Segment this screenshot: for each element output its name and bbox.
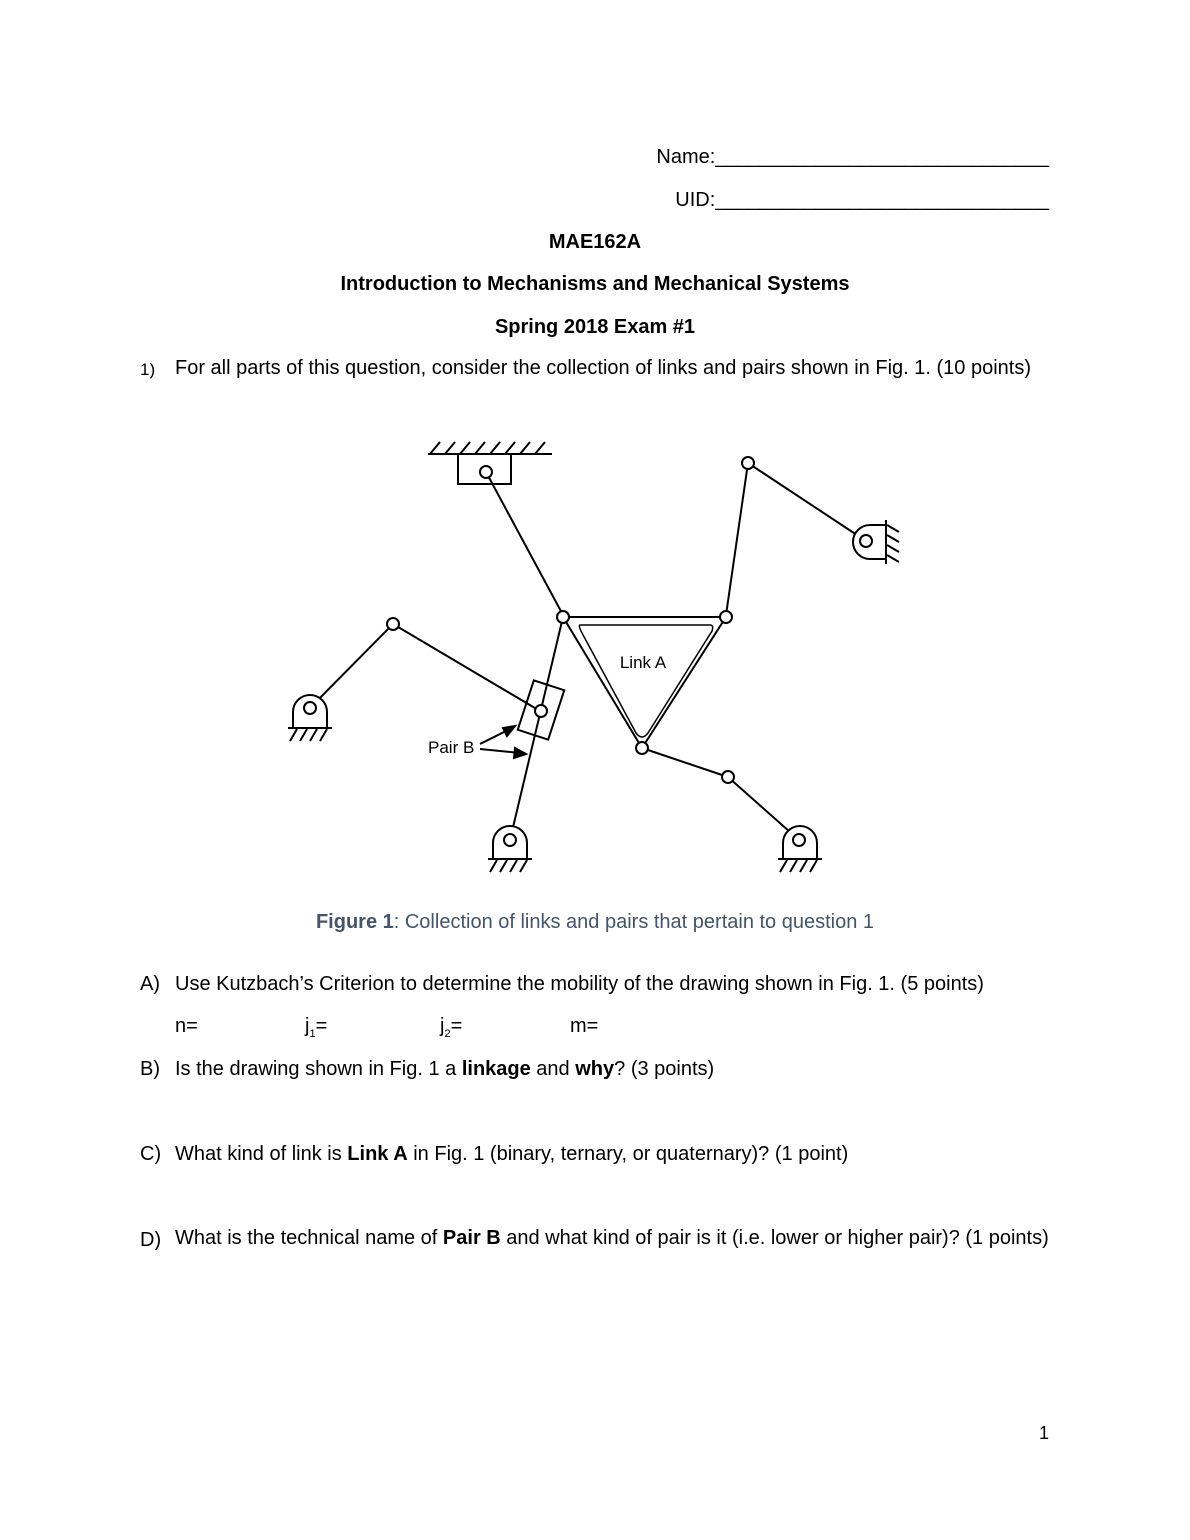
part-d-text: What is the technical name of Pair B and what kind of pair is it (i.e. lower or higher pair)? (1 points) <box>175 1227 1049 1249</box>
part-d-letter: D) <box>140 1229 162 1251</box>
top-ground-hatch <box>428 442 552 454</box>
part-a-letter: A) <box>140 973 160 995</box>
question-number: 1) <box>140 360 156 379</box>
link-a-shape <box>579 625 712 737</box>
ground-pivot-bottom-right <box>778 826 822 872</box>
link-a-label: Link A <box>619 653 667 672</box>
joints <box>304 457 872 846</box>
course-code: MAE162A <box>548 231 642 253</box>
var-j1: $j_1=$ <box>305 1015 328 1040</box>
caption-prefix: Figure 1 <box>315 911 394 933</box>
part-c-letter: C) <box>140 1143 162 1165</box>
ground-pivot-bottom-left <box>488 826 532 872</box>
part-b-letter: B) <box>140 1058 160 1080</box>
var-n: n= <box>175 1015 198 1037</box>
caption-text: : Collection of links and pairs that pertain to question 1 <box>393 911 875 933</box>
course-title: Introduction to Mechanisms and Mechanical Systems <box>340 273 850 295</box>
mechanism-figure <box>0 435 1190 875</box>
part-c-text: What kind of link is Link A in Fig. 1 (binary, ternary, or quaternary)? (1 point) <box>175 1143 849 1165</box>
part-b-text: Is the drawing shown in Fig. 1 a linkage and why? (3 points) <box>175 1058 715 1080</box>
var-j2: $j_2=$ <box>440 1015 463 1040</box>
pair-b-label: Pair B <box>428 738 475 757</box>
figure-caption <box>0 910 1190 934</box>
part-a-text: Use Kutzbach’s Criterion to determine the mobility of the drawing shown in Fig. 1. (5 points) <box>175 973 984 995</box>
page-number: 1 <box>1038 1423 1049 1443</box>
exam-title: Spring 2018 Exam #1 <box>494 316 696 338</box>
question-text: For all parts of this question, consider the collection of links and pairs shown in Fig. 1. (10 points) <box>175 357 1031 379</box>
name-field: Name:______________________________ <box>656 146 1049 168</box>
var-m: m= <box>570 1015 599 1037</box>
uid-field: UID:______________________________ <box>675 189 1049 211</box>
